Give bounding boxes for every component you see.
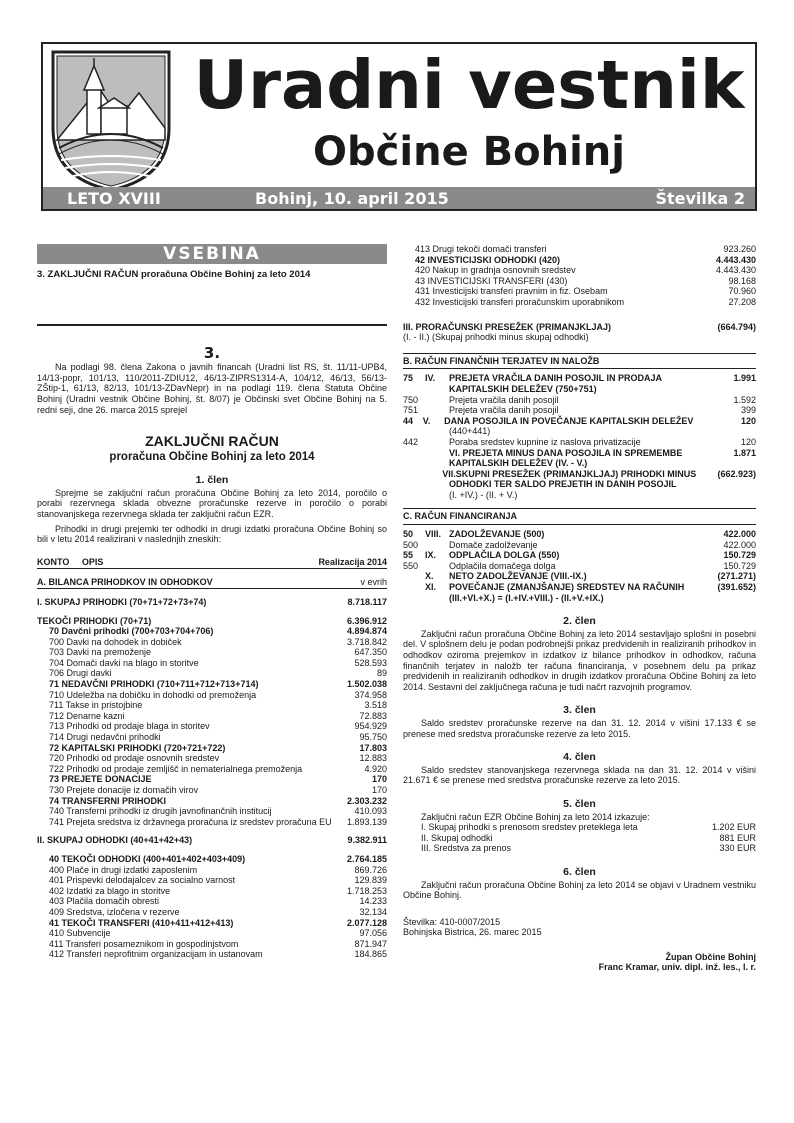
document-subtitle: proračuna Občine Bohinj za leto 2014 [109, 451, 315, 464]
row-value: 399 [740, 405, 756, 416]
row-roman [425, 426, 449, 437]
row-label: KAPITALSKIH DELEŽEV (750+751) [449, 383, 597, 394]
row-value: 3.718.842 [346, 636, 387, 647]
row-value [686, 458, 756, 469]
row-konto [403, 593, 425, 604]
row-label: 401 Prispevki delodajalcev za socialno varnost [49, 875, 236, 886]
ezr-list [403, 822, 756, 854]
table-row [37, 764, 387, 775]
row-roman: XI. [425, 582, 437, 593]
row-roman [425, 395, 449, 406]
row-value [686, 384, 756, 395]
row-value: 70.960 [728, 286, 756, 297]
table-row [37, 690, 387, 701]
row-value: 422.000 [723, 529, 756, 540]
row-value: 954.929 [354, 721, 387, 732]
table-row [37, 928, 387, 939]
row-value: 4.920 [364, 763, 387, 774]
row-value: 1.592 [733, 394, 756, 405]
row-konto: 55 [403, 550, 414, 561]
row-konto: 442 [403, 436, 419, 447]
table-row [37, 918, 387, 929]
row-label: Prejeta vračila danih posojil [449, 394, 559, 405]
row-label: (I. +IV.) - (II. + V.) [449, 489, 518, 500]
row-label: 711 Takse in pristojbine [49, 700, 143, 711]
row-value: 3.518 [364, 700, 387, 711]
row-roman [425, 405, 449, 416]
row-roman: IX. [425, 550, 437, 561]
row-label: 73 PREJETE DONACIJE [49, 774, 152, 785]
row-spacer [37, 846, 387, 854]
row-label: DANA POSOJILA IN POVEČANJE KAPITALSKIH DELEŽEV [444, 415, 694, 426]
row-label: 730 Prejete donacije iz domačih virov [49, 785, 199, 795]
row-roman [425, 479, 449, 490]
row-label: 713 Prihodki od prodaje blaga in storitev [49, 721, 210, 732]
row-roman: VIII. [425, 529, 442, 540]
row-konto [403, 458, 425, 469]
table-row [403, 373, 756, 384]
row-value: 869.726 [354, 864, 387, 875]
row-konto [403, 490, 425, 501]
row-value: 923.260 [723, 244, 756, 254]
toc-item[interactable]: 3. ZAKLJUČNI RAČUN proračuna Občine Bohinj za leto 2014 [37, 269, 311, 280]
row-roman: V. [422, 415, 431, 426]
row-value: 1.502.038 [346, 679, 387, 690]
row-label: 71 NEDAVČNI PRIHODKI (710+711+712+713+714) [49, 679, 259, 690]
row-value: 8.718.117 [347, 596, 387, 607]
row-roman [425, 384, 449, 395]
row-value: 129.839 [354, 875, 387, 886]
row-value: 410.093 [354, 806, 387, 817]
issue-date: Bohinj, 10. april 2015 [255, 189, 449, 208]
col-konto: KONTO [37, 556, 70, 567]
row-label: 70 Davčni prihodki (700+703+704+706) [49, 626, 214, 637]
row-konto [403, 479, 425, 490]
toc-heading: VSEBINA [37, 244, 387, 264]
article-3-text: Saldo sredstev proračunske rezerve na dan 31. 12. 2014 v višini 17.133 € se prenese med sredstva proračunske rezerve za leto 2015. [403, 717, 756, 739]
row-label: 72 KAPITALSKI PRIHODKI (720+721+722) [49, 742, 226, 753]
place-date: Bohinjska Bistrica, 26. marec 2015 [403, 927, 542, 938]
row-label: 712 Denarne kazni [49, 710, 125, 721]
row-value: 2.303.232 [346, 795, 387, 806]
issue-year: LETO XVIII [67, 189, 161, 208]
row-label: I. SKUPAJ PRIHODKI (70+71+72+73+74) [37, 596, 207, 607]
row-konto: 75 [403, 373, 414, 384]
table-header [37, 557, 387, 570]
table-c [403, 529, 756, 603]
row-value: 72.883 [359, 710, 387, 721]
row-value: 150.729 [723, 550, 756, 561]
row-value: 6.396.912 [346, 615, 387, 626]
row-roman: IV. [425, 373, 436, 384]
row-label: PREJETA VRAČILA DANIH POSOJIL IN PRODAJA [449, 373, 663, 384]
issue-number: Številka 2 [655, 189, 745, 208]
row-value: 1.718.253 [346, 885, 387, 896]
item-value: 881 EUR [719, 832, 756, 843]
row-label: 740 Transferni prihodki iz drugih javnofinančnih institucij [49, 806, 272, 817]
row-label: Prejeta vračila danih posojil [449, 405, 559, 416]
row-label: 741 Prejeta sredstva iz državnega proračuna iz sredstev proračuna EU [49, 816, 332, 827]
row-label: 710 Udeležba na dobičku in dohodki od premoženja [49, 689, 257, 700]
row-value: 9.382.911 [347, 835, 387, 846]
table-row [37, 949, 387, 960]
list-item [421, 833, 756, 844]
row-value: 647.350 [354, 647, 387, 658]
row-value: 4.443.430 [715, 265, 756, 276]
item-label: I. Skupaj prihodki s prenosom sredstev preteklega leta [421, 822, 638, 833]
surplus-row: III. PRORAČUNSKI PRESEŽEK (PRIMANJKLJAJ) (664.794) [403, 321, 756, 332]
row-value: 170 [371, 774, 387, 785]
publication-title: Uradni vestnik [193, 46, 745, 124]
table-row [403, 479, 756, 490]
row-value [686, 426, 756, 437]
table-a-continued [403, 244, 756, 308]
row-label: ODPLAČILA DOLGA (550) [449, 550, 560, 561]
row-roman [422, 469, 442, 480]
table-row [403, 255, 756, 266]
row-konto [403, 448, 425, 459]
row-value: 89 [376, 668, 387, 679]
row-value: 2.077.128 [346, 917, 387, 928]
row-label: 409 Sredstva, izločena v rezerve [49, 906, 180, 917]
table-row [37, 817, 387, 828]
row-value: 422.000 [723, 539, 756, 550]
row-value: (271.271) [717, 571, 756, 582]
item-value: 1.202 EUR [711, 822, 756, 833]
table-row [37, 616, 387, 627]
row-roman: X. [425, 571, 434, 582]
row-label: 700 Davki na dohodek in dobiček [49, 636, 182, 647]
row-label: 714 Drugi nedavčni prihodki [49, 732, 161, 743]
table-b [403, 373, 756, 500]
list-item [421, 843, 756, 854]
row-label: (III.+VI.+X.) = (I.+IV.+VIII.) - (II.+V.+IX.) [449, 592, 604, 603]
table-row [37, 753, 387, 764]
table-row [37, 835, 387, 846]
table-row [403, 244, 756, 255]
row-konto: 550 [403, 560, 419, 571]
table-a [37, 589, 387, 960]
table-row [37, 679, 387, 690]
signatory-title: Župan Občine Bohinj [665, 951, 756, 962]
row-label: VII.SKUPNI PRESEŽEK (PRIMANJKLJAJ) PRIHODKI MINUS [442, 468, 697, 479]
table-row [403, 437, 756, 448]
document-number: 3. [203, 343, 221, 362]
col-opis: OPIS [81, 556, 104, 567]
row-value: 4.443.430 [715, 254, 756, 265]
row-label: 431 Investicijski transferi pravnim in fiz. Osebam [415, 286, 608, 297]
table-row [403, 426, 756, 437]
table-row [403, 276, 756, 287]
table-row [403, 265, 756, 276]
reference-number: Številka: 410-0007/2015 [403, 916, 501, 927]
row-label: 722 Prihodki od prodaje zemljišč in nematerialnega premoženja [49, 763, 303, 774]
row-value: 17.803 [359, 742, 387, 753]
row-label: VI. PREJETA MINUS DANA POSOJILA IN SPREMEMBE [449, 447, 683, 458]
row-value [686, 479, 756, 490]
table-row [37, 743, 387, 754]
table-row [37, 721, 387, 732]
table-row [37, 647, 387, 658]
row-label: 412 Transferi neprofitnim organizacijam in ustanovam [49, 949, 263, 960]
row-value: 150.729 [723, 560, 756, 571]
row-konto: 50 [403, 529, 414, 540]
table-row [403, 395, 756, 406]
row-label: KAPITALSKIH DELEŽEV (IV. - V.) [449, 458, 588, 469]
bohinj-coat-of-arms-icon [49, 48, 173, 194]
table-row [403, 416, 756, 427]
row-label: 402 Izdatki za blago in storitve [49, 885, 171, 896]
row-label: ZADOLŽEVANJE (500) [449, 529, 545, 540]
row-label: 704 Domači davki na blago in storitve [49, 657, 199, 668]
table-row [37, 711, 387, 722]
article-6-title: 6. člen [563, 865, 596, 878]
row-label: Domače zadolževanje [449, 539, 538, 550]
table-row [37, 939, 387, 950]
row-label: 42 INVESTICIJSKI ODHODKI (420) [415, 254, 561, 265]
table-row [37, 785, 387, 796]
row-value: 1.991 [733, 373, 756, 384]
issue-bar [43, 187, 755, 209]
table-row [403, 582, 756, 593]
article-2-title: 2. člen [563, 615, 596, 628]
row-value: 120 [740, 415, 756, 426]
row-value [686, 593, 756, 604]
article-6-text: Zaključni račun proračuna Občine Bohinj za leto 2014 se objavi v Uradnem vestniku Občine Bohinj. [403, 879, 756, 901]
row-label: 411 Transferi posameznikom in gospodinjstvom [49, 938, 239, 949]
row-value: 374.958 [354, 689, 387, 700]
row-value: 95.750 [359, 732, 387, 743]
row-value: 528.593 [354, 657, 387, 668]
table-row [37, 875, 387, 886]
table-row [403, 571, 756, 582]
col-realizacija: Realizacija 2014 [318, 556, 387, 567]
row-value [686, 490, 756, 501]
row-value: 2.764.185 [346, 853, 387, 864]
item-value: 330 EUR [719, 843, 756, 854]
table-row [37, 668, 387, 679]
row-spacer [37, 608, 387, 616]
table-row [37, 896, 387, 907]
article-3-title: 3. člen [563, 704, 596, 717]
row-label: 432 Investicijski transferi proračunskim uporabnikom [415, 296, 625, 307]
list-item [421, 822, 756, 833]
article-1-para-2: Prihodki in drugi prejemki ter odhodki in drugi izdatki proračuna Občine Bohinj so bili v letu 2014 realizirani v naslednjih zneskih: [37, 523, 387, 545]
row-label: 43 INVESTICIJSKI TRANSFERI (430) [415, 275, 568, 286]
table-row [37, 865, 387, 876]
row-value: 32.134 [359, 906, 387, 917]
table-row [37, 806, 387, 817]
table-row [37, 796, 387, 807]
row-label: 403 Plačila domačih obresti [49, 896, 160, 907]
document-title: ZAKLJUČNI RAČUN [145, 433, 279, 450]
row-roman [425, 448, 449, 459]
row-spacer [37, 589, 387, 597]
row-konto [403, 571, 425, 582]
divider [37, 324, 387, 326]
section-b-heading: B. RAČUN FINANČNIH TERJATEV IN NALOŽB [403, 353, 756, 370]
row-value: 14.233 [359, 896, 387, 907]
table-row [403, 593, 756, 604]
table-row [37, 886, 387, 897]
row-konto: 751 [403, 405, 419, 416]
article-2-text: Zaključni račun proračuna Občine Bohinj za leto 2014 sestavljajo splošni in posebni del. V splošnem delu je podan podrobnejši prikaz predvidenih in realiziranih prihodkov in odhodkov oziroma prejemkov in izdatkov iz bilance prihodkov in odhodkov, računa finančnih terjatev in naložb ter računa financiranja, v posebnem delu pa prikaz predvidenih in realiziranih odhodkov in drugih izdatkov proračuna Občine Bohinj za leto 2014. Sestavni del zaključnega računa je tudi načrt razvojnih programov. [403, 628, 756, 692]
table-row [403, 540, 756, 551]
section-c-heading: C. RAČUN FINANCIRANJA [403, 508, 756, 525]
row-label: Odplačila domačega dolga [449, 560, 556, 571]
row-roman [425, 437, 449, 448]
item-label: III. Sredstva za prenos [421, 843, 512, 854]
row-label: TEKOČI PRIHODKI (70+71) [37, 615, 152, 626]
article-1-para-1: Sprejme se zaključni račun proračuna Občine Bohinj za leto 2014, poročilo o porabi rezervnega sklada obvezne proračunske rezerve in poročilo o porabi stanovanjskega rezervnega sklada ter zaključni račun EZR. [37, 487, 387, 519]
row-label: 420 Nakup in gradnja osnovnih sredstev [415, 265, 576, 276]
row-label: 400 Plače in drugi izdatki zaposlenim [49, 864, 198, 875]
table-row [403, 469, 756, 480]
table-row [403, 448, 756, 459]
row-label: II. SKUPAJ ODHODKI (40+41+42+43) [37, 835, 193, 846]
row-label: ODHODKI TER SALDO PREJETIH IN DANIH POSOJIL [449, 479, 677, 490]
row-label: Poraba sredstev kupnine iz naslova privatizacije [449, 436, 641, 447]
table-row [403, 550, 756, 561]
article-1-title: 1. člen [195, 474, 229, 487]
signatory-name: Franc Kramar, univ. dipl. inž. les., l. r. [598, 962, 756, 973]
table-row [37, 854, 387, 865]
right-column [403, 244, 756, 973]
row-konto [403, 469, 422, 480]
row-label: 40 TEKOČI ODHODKI (400+401+402+403+409) [49, 853, 246, 864]
row-konto [403, 582, 425, 593]
table-row [403, 458, 756, 469]
left-column [37, 244, 387, 960]
row-value: (662.923) [717, 468, 756, 479]
article-5-intro: Zaključni račun EZR Občine Bohinj za leto 2014 izkazuje: [421, 811, 650, 822]
table-row [37, 732, 387, 743]
surplus-note: (I. - II.) (Skupaj prihodki minus skupaj odhodki) [403, 332, 589, 343]
row-label: NETO ZADOLŽEVANJE (VIII.-IX.) [449, 571, 587, 582]
row-value: 170 [371, 785, 387, 795]
row-label: 74 TRANSFERNI PRIHODKI [49, 795, 167, 806]
row-label: 706 Drugi davki [49, 668, 112, 679]
row-value: (391.652) [717, 582, 756, 593]
table-row [37, 774, 387, 785]
row-value: 1.871 [733, 447, 756, 458]
table-row [37, 626, 387, 637]
row-label: 41 TEKOČI TRANSFERI (410+411+412+413) [49, 917, 234, 928]
row-roman [425, 561, 449, 572]
table-row [37, 907, 387, 918]
table-row [403, 384, 756, 395]
article-4-text: Saldo sredstev stanovanjskega rezervnega sklada na dan 31. 12. 2014 v višini 21.671 € se prenese med sredstva proračunske rezerve za leto 2015. [403, 764, 756, 786]
row-value: 98.168 [728, 275, 756, 286]
row-value: 120 [740, 436, 756, 447]
table-row [37, 658, 387, 669]
row-value: 871.947 [354, 938, 387, 949]
table-row [403, 490, 756, 501]
publication-subtitle: Občine Bohinj [313, 129, 625, 175]
table-row [403, 405, 756, 416]
row-roman [425, 458, 449, 469]
row-value: 97.056 [359, 928, 387, 939]
preamble: Na podlagi 98. člena Zakona o javnih financah (Uradni list RS, št. 11/11-UPB4, 14/13-popr, 101/13, 110/2011-ZDIU12, 46/13-ZIPRS1314-A, 104/12, 46/13, 56/13-ZŠtip-1, 61/13, 82/13, 101/13-ZDavNepr) in na podlagi 119. člena Statuta Občine Bohinj (Uradni vestnik Občine Bohinj, št. 8/07) je Občinski svet Občine Bohinj na 5. redni seji, dne 26. marca 2015 sprejel [37, 362, 387, 415]
masthead [41, 42, 757, 211]
table-row [403, 529, 756, 540]
table-row [403, 561, 756, 572]
row-value: 27.208 [728, 296, 756, 307]
row-roman [425, 593, 449, 604]
article-5-title: 5. člen [563, 797, 596, 810]
row-value: 12.883 [359, 753, 387, 764]
row-value: 184.865 [354, 949, 387, 960]
table-row [37, 637, 387, 648]
row-konto: 500 [403, 539, 419, 550]
row-value: 4.894.874 [346, 626, 387, 637]
table-row [403, 286, 756, 297]
row-konto: 750 [403, 394, 419, 405]
section-a-heading: A. BILANCA PRIHODKOV IN ODHODKOV v evrih [37, 577, 387, 588]
row-konto: 44 [403, 415, 414, 426]
item-label: II. Skupaj odhodki [421, 832, 493, 843]
row-label: 703 Davki na premoženje [49, 647, 152, 658]
table-row [37, 597, 387, 608]
row-roman [425, 490, 449, 501]
row-value: 1.893.139 [346, 816, 387, 827]
row-label: 410 Subvencije [49, 928, 111, 939]
table-row [403, 297, 756, 308]
row-spacer [37, 827, 387, 835]
table-row [37, 700, 387, 711]
row-label: POVEČANJE (ZMANJŠANJE) SREDSTEV NA RAČUNIH [449, 582, 685, 593]
row-roman [425, 540, 449, 551]
row-label: 720 Prihodki od prodaje osnovnih sredstev [49, 753, 220, 764]
article-4-title: 4. člen [563, 751, 596, 764]
row-konto [403, 426, 425, 437]
row-label: (440+441) [449, 426, 491, 437]
row-konto [403, 384, 425, 395]
row-label: 413 Drugi tekoči domači transferi [415, 244, 547, 254]
